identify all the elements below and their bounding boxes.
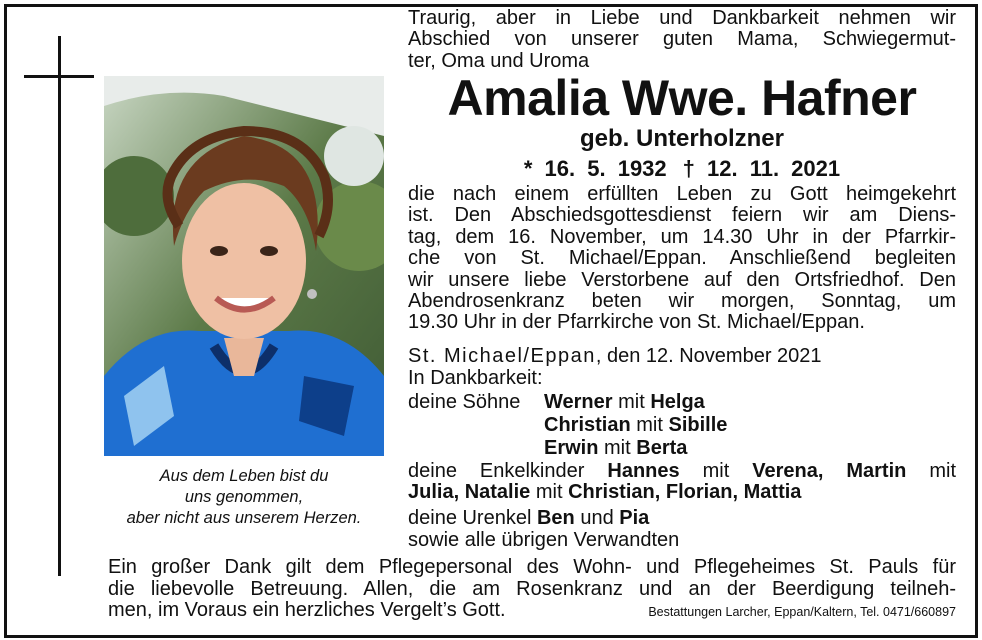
with-word: mit <box>530 481 569 504</box>
service-details <box>408 184 956 334</box>
body-line: die nach einem erfüllten Leben zu Gott heimgekehrt <box>408 183 956 205</box>
body-line: ist. Den Abschiedsgottesdienst feiern wir am Diens- <box>408 204 956 227</box>
intro-text <box>408 8 956 72</box>
grandchildren <box>408 461 956 504</box>
caption-line: uns genommen, <box>184 488 304 506</box>
date-text: , den 12. November 2021 <box>595 345 822 367</box>
body-line: Abendrosenkranz beten wir morgen, Sonntag, um <box>408 290 956 313</box>
partner-name: Berta <box>636 437 688 459</box>
grandchild-name: Verena, Martin <box>752 460 907 482</box>
son-row <box>544 391 727 414</box>
portrait-photo <box>104 76 384 456</box>
grandchildren-label: deine Enkelkinder <box>408 460 585 482</box>
memorial-caption <box>104 466 384 529</box>
deceased-name: Amalia Wwe. Hafner <box>447 70 917 126</box>
closing-line: men, im Voraus ein herzliches Vergelt’s Gott. <box>108 599 506 622</box>
and-word: und <box>580 507 614 529</box>
closing-thanks <box>108 557 956 624</box>
great-grandchild-name: Ben <box>536 507 575 529</box>
other-relatives: sowie alle übrigen Verwandten <box>408 529 680 551</box>
son-row <box>544 414 727 437</box>
son-row <box>544 437 727 460</box>
place-date <box>408 345 956 367</box>
caption-line: aber nicht aus unserem Herzen. <box>126 509 362 527</box>
son-name: Werner <box>544 391 613 413</box>
great-grandchildren <box>408 507 956 529</box>
grandchildren-line-2 <box>408 482 956 503</box>
grandchild-name: Hannes <box>607 460 680 482</box>
portrait-illustration <box>104 76 384 456</box>
death-date: † 12. 11. 2021 <box>682 156 841 181</box>
grandchild-name: Julia, Natalie <box>408 481 531 504</box>
life-dates <box>408 156 956 182</box>
grandchild-name: Christian, Florian, Mattia <box>568 481 802 504</box>
place-name: St. Michael/Eppan <box>408 345 596 367</box>
maiden-name: geb. Unterholzner <box>579 125 784 152</box>
closing-line: Ein großer Dank gilt dem Pflegepersonal des Wohn- und Pflegeheimes St. Pauls für <box>108 556 956 578</box>
partner-name: Sibille <box>668 414 728 436</box>
great-grandchild-name: Pia <box>619 507 650 529</box>
body-line: tag, dem 16. November, um 14.30 Uhr in der Pfarrkir- <box>408 225 956 248</box>
with-word: mit <box>618 391 645 413</box>
son-name: Christian <box>544 414 631 436</box>
with-word: mit <box>604 437 631 459</box>
birth-date: * 16. 5. 1932 <box>523 156 667 181</box>
intro-line: ter, Oma und Uroma <box>408 49 590 72</box>
closing-line: die liebevolle Betreuung. Allen, die am Rosenkranz und an der Beerdigung teilneh- <box>108 577 956 600</box>
grandchildren-line-1 <box>408 461 956 482</box>
with-word: mit <box>679 460 753 482</box>
partner-name: Helga <box>650 391 705 413</box>
great-grandchildren-label: deine Urenkel <box>408 507 532 529</box>
undertaker-credit: Bestattungen Larcher, Eppan/Kaltern, Tel. 0471/660897 <box>648 605 956 620</box>
intro-line: Abschied von unserer guten Mama, Schwiegermut- <box>408 28 956 51</box>
intro-line: Traurig, aber in Liebe und Dankbarkeit nehmen wir <box>408 7 956 29</box>
with-word: mit <box>906 460 957 482</box>
with-word: mit <box>636 414 663 436</box>
body-line: 19.30 Uhr in der Pfarrkirche von St. Michael/Eppan. <box>408 311 865 334</box>
body-line: wir unsere liebe Verstorbene auf den Ortsfriedhof. Den <box>408 268 956 291</box>
gratitude-heading: In Dankbarkeit: <box>408 367 543 389</box>
son-name: Erwin <box>544 437 599 459</box>
cross-icon <box>58 36 61 576</box>
caption-line: Aus dem Leben bist du <box>159 467 329 485</box>
cross-icon-bar <box>24 75 94 78</box>
sons-label: deine Söhne <box>408 391 521 413</box>
body-line: che von St. Michael/Eppan. Anschließend begleiten <box>408 247 956 270</box>
